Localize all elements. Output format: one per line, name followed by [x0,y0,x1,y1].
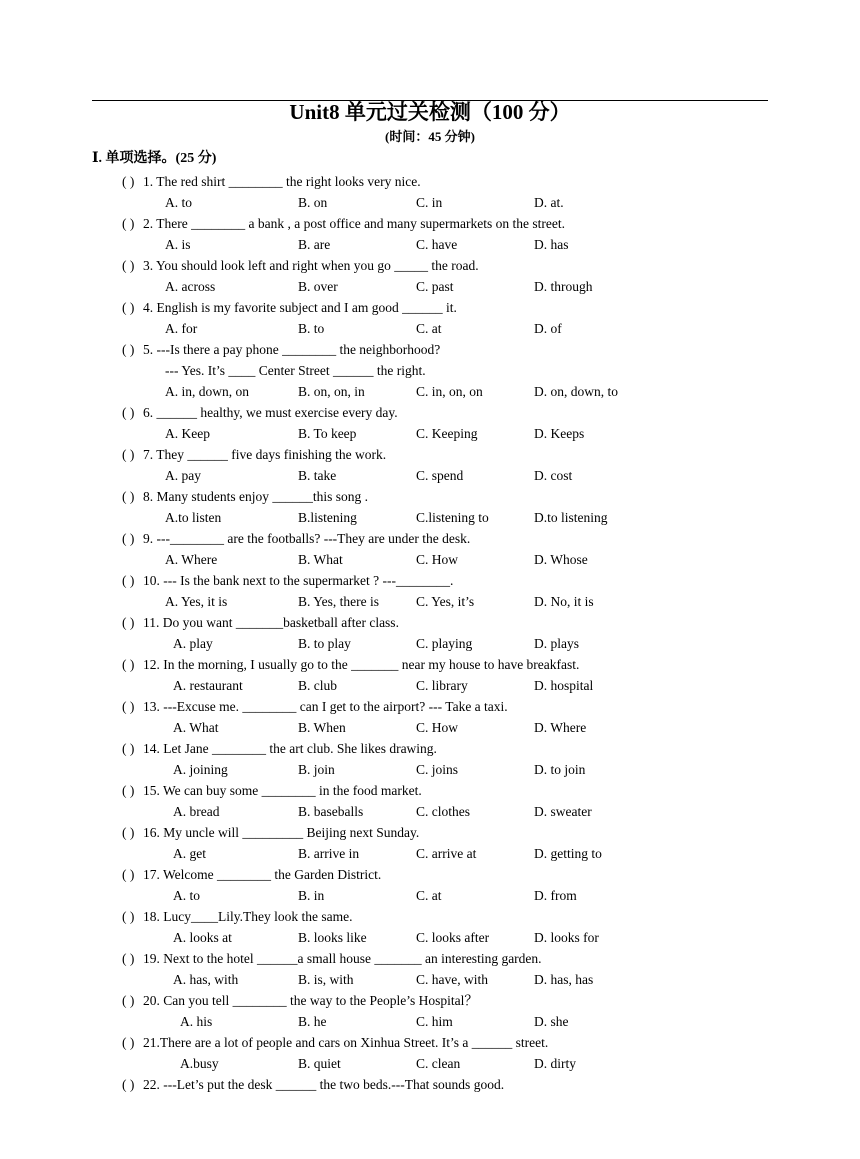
option-a: A. restaurant [173,678,243,693]
option-c: C. past [416,279,454,294]
option-d: D. looks for [534,930,599,945]
option-a: A. to [173,888,200,903]
answer-blank: ( ) [122,531,135,546]
options-line [0,633,860,654]
question-text: 20. Can you tell ________ the way to the People’s Hospital？ [143,993,478,1008]
options-line [0,885,860,906]
option-c: C. in [416,195,443,210]
question-stem-line [0,402,860,423]
option-a: A. joining [173,762,228,777]
option-b: B. take [298,468,337,483]
options-line [0,192,860,213]
options-line [0,1011,860,1032]
question-text: 18. Lucy____Lily.They look the same. [143,909,353,924]
option-d: D. from [534,888,577,903]
option-c: C. at [416,888,442,903]
answer-blank: ( ) [122,741,135,756]
option-a: A. play [173,636,213,651]
option-a: A. looks at [173,930,232,945]
answer-blank: ( ) [122,258,135,273]
question-text: 3. You should look left and right when you go _____ the road. [143,258,479,273]
question-stem-line [0,780,860,801]
option-c: C. have, with [416,972,488,987]
question-continuation-line [0,360,860,381]
question-text: 12. In the morning, I usually go to the _______ near my house to have breakfast. [143,657,580,672]
option-a: A. Where [165,552,218,567]
option-c: C. library [416,678,468,693]
option-b: B. What [298,552,343,567]
question-stem-line [0,1074,860,1095]
question-text: 9. ---________ are the footballs? ---They are under the desk. [143,531,471,546]
option-c: C. Yes, it’s [416,594,475,609]
question-stem-line [0,864,860,885]
option-c: C. joins [416,762,459,777]
option-d: D. Whose [534,552,588,567]
question-continuation: --- Yes. It’s ____ Center Street ______ the right. [165,363,426,378]
option-b: B. in [298,888,325,903]
question-stem-line [0,654,860,675]
option-b: B. he [298,1014,327,1029]
options-line [0,549,860,570]
answer-blank: ( ) [122,1077,135,1092]
options-line [0,927,860,948]
option-d: D. hospital [534,678,594,693]
option-a: A.busy [180,1056,219,1071]
option-a: A. is [165,237,191,252]
option-b: B. looks like [298,930,367,945]
option-b: B. to [298,321,325,336]
option-d: D. at. [534,195,564,210]
option-d: D. has, has [534,972,594,987]
answer-blank: ( ) [122,489,135,504]
option-b: B. Yes, there is [298,594,380,609]
option-d: D. to join [534,762,586,777]
option-c: C. Keeping [416,426,478,441]
options-line [0,759,860,780]
question-stem-line [0,255,860,276]
answer-blank: ( ) [122,405,135,420]
options-line [0,381,860,402]
option-b: B. club [298,678,337,693]
answer-blank: ( ) [122,825,135,840]
section-heading: Ⅰ. 单项选择。(25 分) [92,151,217,166]
option-a: A. in, down, on [165,384,249,399]
answer-blank: ( ) [122,174,135,189]
question-stem-line [0,213,860,234]
question-text: 17. Welcome ________ the Garden District. [143,867,382,882]
option-b: B. join [298,762,335,777]
option-d: D. has [534,237,569,252]
question-stem-line [0,171,860,192]
option-c: C. have [416,237,458,252]
question-text: 19. Next to the hotel ______a small house _______ an interesting garden. [143,951,542,966]
option-d: D. on, down, to [534,384,618,399]
question-text: 15. We can buy some ________ in the food market. [143,783,422,798]
answer-blank: ( ) [122,783,135,798]
question-text: 13. ---Excuse me. ________ can I get to the airport? --- Take a taxi. [143,699,508,714]
option-d: D. of [534,321,562,336]
options-line [0,423,860,444]
question-text: 2. There ________ a bank , a post office and many supermarkets on the street. [143,216,566,231]
answer-blank: ( ) [122,342,135,357]
option-b: B. baseballs [298,804,364,819]
options-line [0,234,860,255]
answer-blank: ( ) [122,909,135,924]
question-text: 5. ---Is there a pay phone ________ the neighborhood? [143,342,441,357]
answer-blank: ( ) [122,951,135,966]
options-line [0,969,860,990]
options-line [0,591,860,612]
answer-blank: ( ) [122,1035,135,1050]
option-d: D. cost [534,468,573,483]
answer-blank: ( ) [122,993,135,1008]
options-line [0,843,860,864]
option-c: C. in, on, on [416,384,483,399]
question-text: 4. English is my favorite subject and I am good ______ it. [143,300,457,315]
option-b: B. are [298,237,331,252]
option-d: D. dirty [534,1056,576,1071]
option-b: B. When [298,720,346,735]
question-text: 21.There are a lot of people and cars on Xinhua Street. It’s a ______ street. [143,1035,549,1050]
question-stem-line [0,444,860,465]
option-c: C. playing [416,636,473,651]
question-stem-line [0,612,860,633]
option-a: A. to [165,195,192,210]
question-stem-line [0,948,860,969]
option-c: C. looks after [416,930,490,945]
option-b: B. quiet [298,1056,341,1071]
answer-blank: ( ) [122,867,135,882]
option-c: C. How [416,720,459,735]
option-d: D.to listening [534,510,608,525]
options-line [0,318,860,339]
answer-blank: ( ) [122,216,135,231]
options-line [0,1053,860,1074]
option-a: A. Keep [165,426,210,441]
question-list [0,171,860,1095]
option-d: D. through [534,279,593,294]
page-title: Unit8 单元过关检测（100 分） [289,100,571,124]
option-b: B. to play [298,636,351,651]
question-stem-line [0,822,860,843]
option-d: D. she [534,1014,569,1029]
question-stem-line [0,738,860,759]
option-a: A. his [180,1014,213,1029]
question-text: 10. --- Is the bank next to the supermarket ? ---________. [143,573,454,588]
option-a: A. What [173,720,219,735]
option-c: C. at [416,321,442,336]
option-a: A. for [165,321,198,336]
question-text: 22. ---Let’s put the desk ______ the two beds.---That sounds good. [143,1077,505,1092]
option-c: C. How [416,552,459,567]
answer-blank: ( ) [122,615,135,630]
question-stem-line [0,570,860,591]
option-b: B. To keep [298,426,357,441]
question-text: 8. Many students enjoy ______this song . [143,489,368,504]
question-stem-line [0,528,860,549]
option-b: B. on, on, in [298,384,365,399]
option-d: D. getting to [534,846,602,861]
option-a: A. Yes, it is [165,594,228,609]
option-c: C.listening to [416,510,489,525]
option-d: D. No, it is [534,594,594,609]
question-text: 11. Do you want _______basketball after class. [143,615,399,630]
options-line [0,507,860,528]
question-stem-line [0,486,860,507]
question-stem-line [0,906,860,927]
question-text: 6. ______ healthy, we must exercise every day. [143,405,398,420]
question-stem-line [0,339,860,360]
option-c: C. clean [416,1056,461,1071]
option-a: A. bread [173,804,220,819]
question-stem-line [0,696,860,717]
option-c: C. him [416,1014,453,1029]
answer-blank: ( ) [122,447,135,462]
question-text: 16. My uncle will _________ Beijing next Sunday. [143,825,420,840]
option-d: D. plays [534,636,579,651]
option-b: B.listening [298,510,357,525]
option-a: A. across [165,279,216,294]
option-b: B. on [298,195,328,210]
option-c: C. clothes [416,804,470,819]
page-subtitle: (时间：45 分钟) [385,129,475,144]
option-b: B. over [298,279,338,294]
question-text: 7. They ______ five days finishing the work. [143,447,387,462]
options-line [0,465,860,486]
answer-blank: ( ) [122,300,135,315]
question-stem-line [0,297,860,318]
option-d: D. Keeps [534,426,585,441]
options-line [0,276,860,297]
question-stem-line [0,1032,860,1053]
option-b: B. arrive in [298,846,360,861]
answer-blank: ( ) [122,657,135,672]
answer-blank: ( ) [122,573,135,588]
option-d: D. sweater [534,804,592,819]
option-a: A. pay [165,468,201,483]
option-a: A. has, with [173,972,239,987]
option-b: B. is, with [298,972,354,987]
question-text: 14. Let Jane ________ the art club. She likes drawing. [143,741,437,756]
option-a: A.to listen [165,510,222,525]
option-c: C. arrive at [416,846,477,861]
option-c: C. spend [416,468,464,483]
option-d: D. Where [534,720,587,735]
options-line [0,717,860,738]
question-text: 1. The red shirt ________ the right looks very nice. [143,174,421,189]
question-stem-line [0,990,860,1011]
answer-blank: ( ) [122,699,135,714]
options-line [0,675,860,696]
options-line [0,801,860,822]
option-a: A. get [173,846,206,861]
